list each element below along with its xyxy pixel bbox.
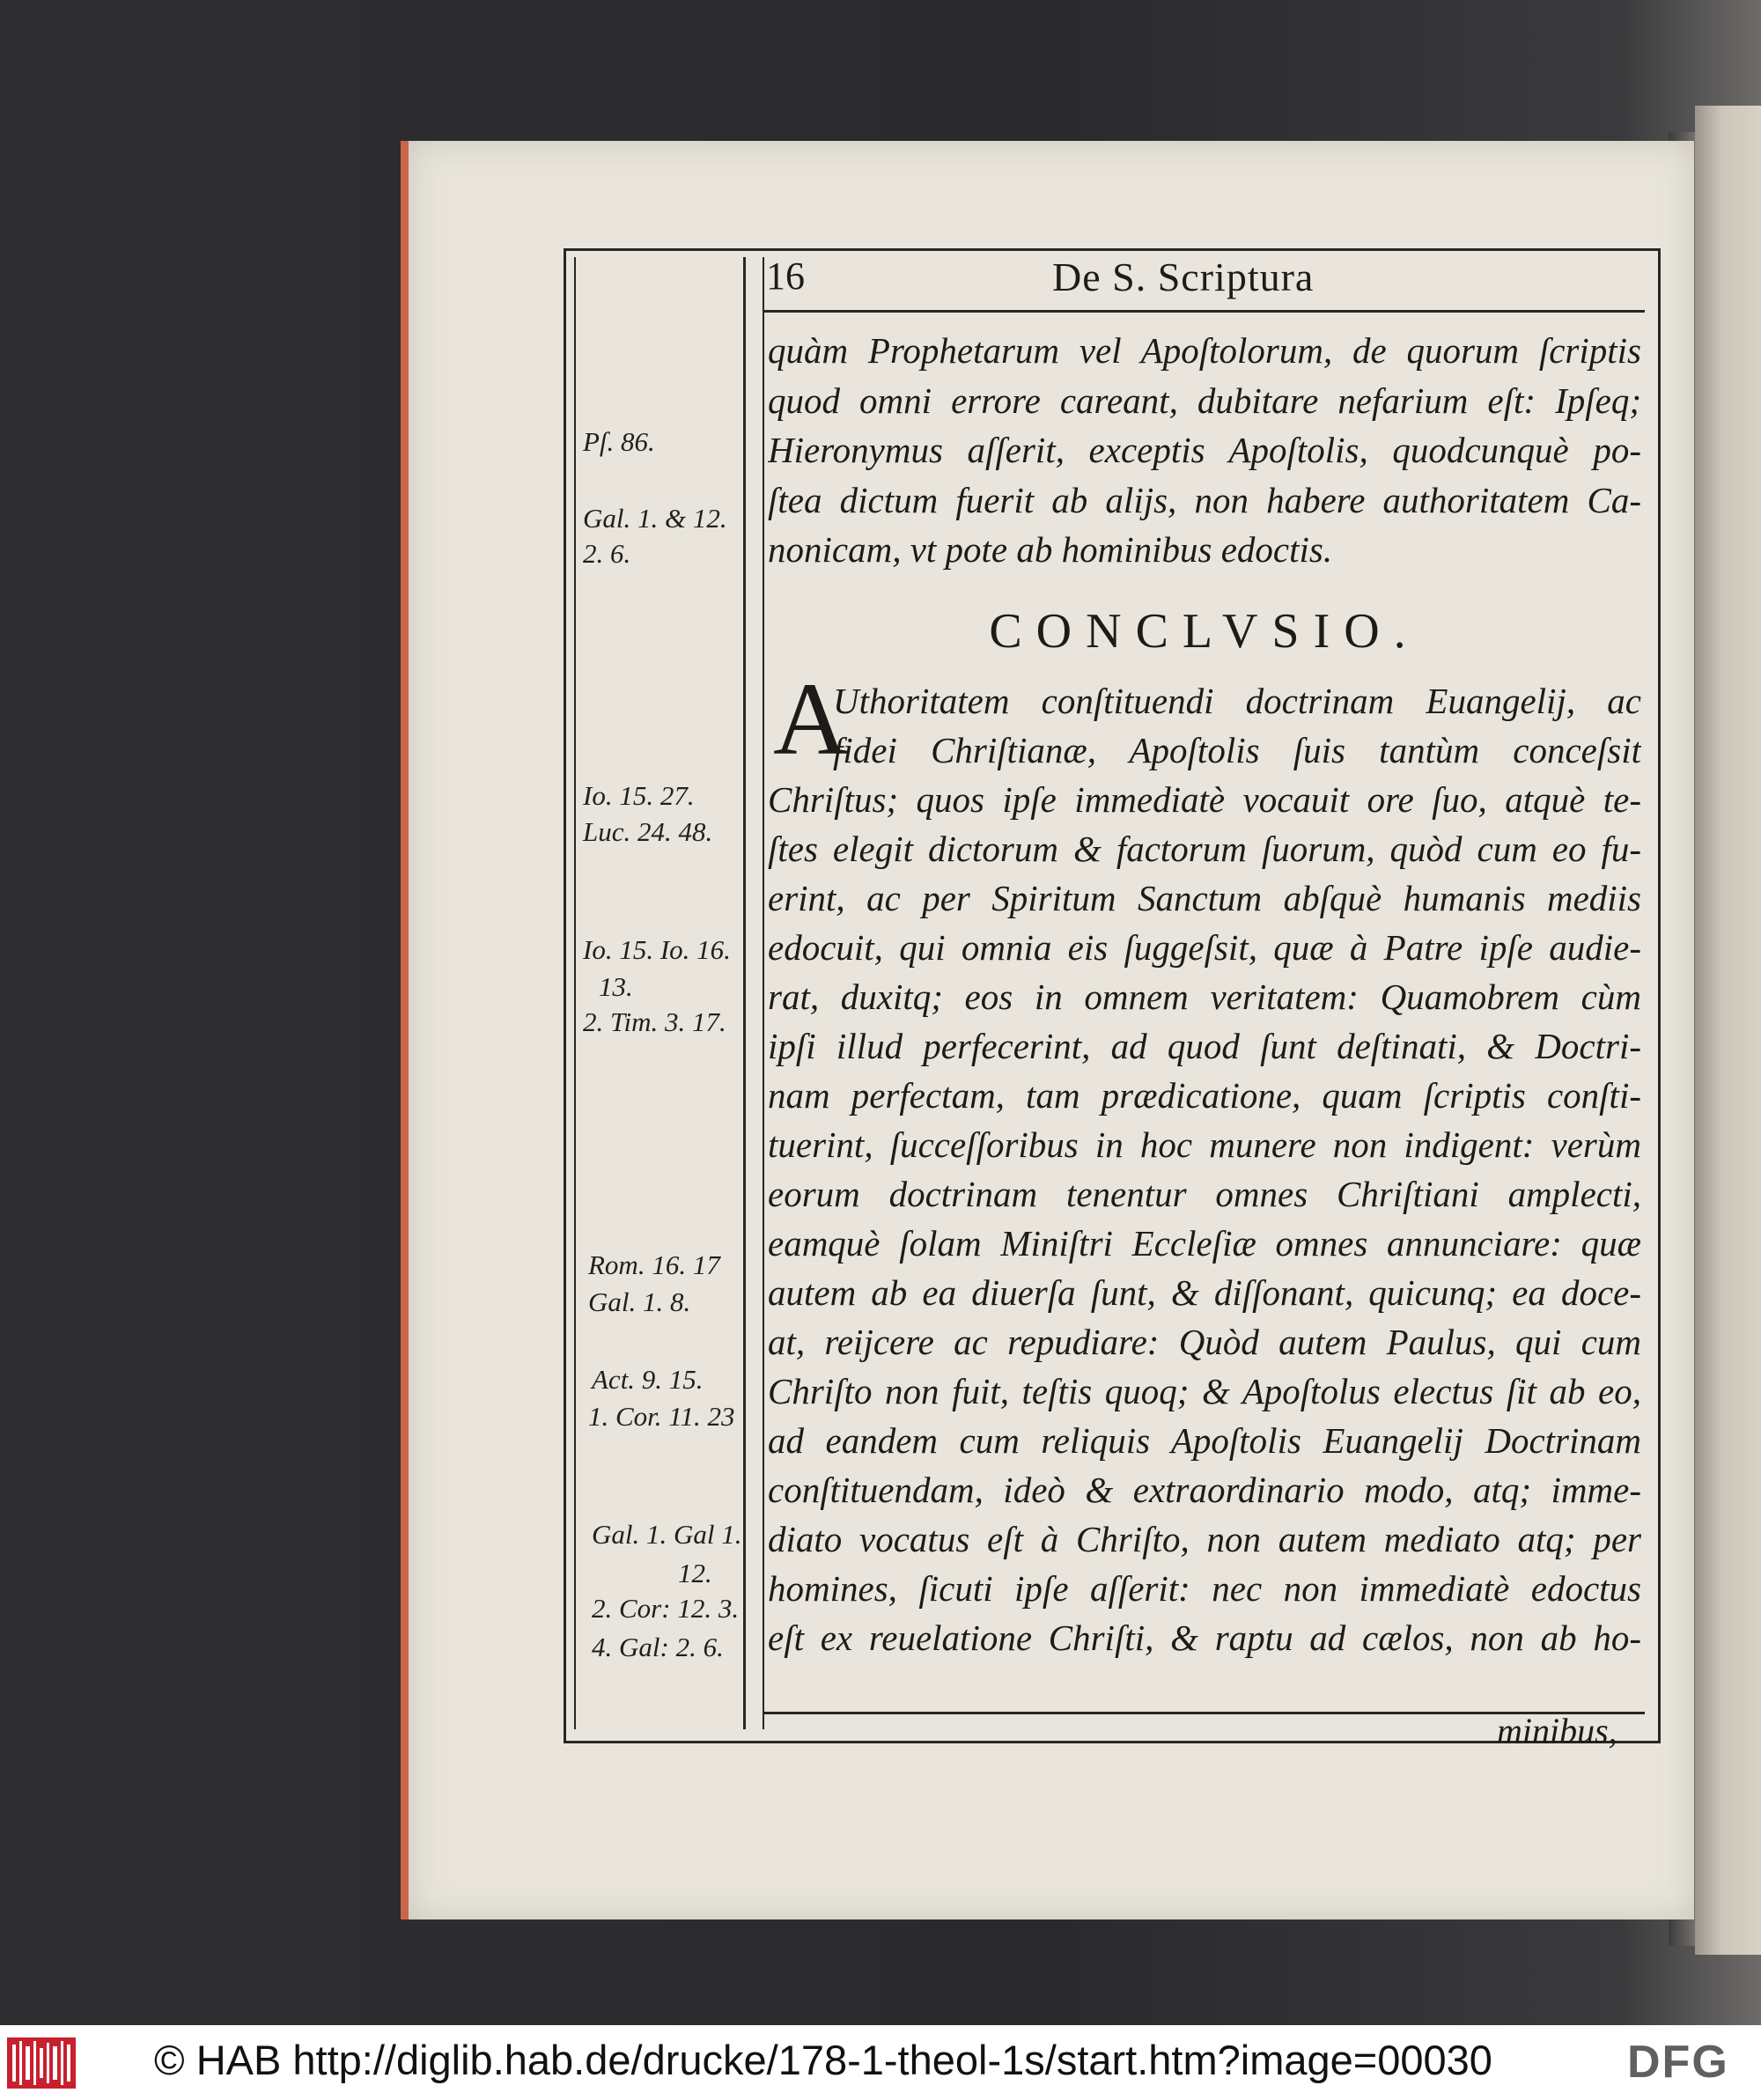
marginal-note: Luc. 24. 48. (583, 816, 713, 847)
text-line: Hieronymus aſſerit, exceptis Apoſtolis, quodcunquè po- (768, 430, 1641, 470)
marginal-note: 2. Tim. 3. 17. (583, 1006, 726, 1037)
marginal-note: Act. 9. 15. (592, 1364, 704, 1395)
text-line: eamquè ſolam Miniſtri Eccleſiæ omnes annunciare: quæ (768, 1223, 1641, 1264)
text-line: quàm Prophetarum vel Apoſtolorum, de quorum ſcriptis (768, 330, 1641, 371)
library-barcode-logo-icon (7, 2037, 76, 2089)
text-line: tuerint, ſucceſſoribus in hoc munere non indigent: verùm (768, 1124, 1641, 1165)
text-line: nam perfectam, tam prædicatione, quam ſcriptis conſti- (768, 1075, 1641, 1116)
marginal-note: Gal. 1. Gal 1. (592, 1519, 742, 1550)
frame-rule-left (574, 257, 576, 1729)
text-line: Uthoritatem conſtituendi doctrinam Euangelij, ac (833, 681, 1641, 721)
text-line: ipſi illud perfecerint, ad quod ſunt deſtinati, & Doctri- (768, 1026, 1641, 1066)
text-line: Chriſtus; quos ipſe immediatè vocauit ore ſuo, atquè te- (768, 779, 1641, 820)
footer-bar (0, 2025, 1761, 2100)
footer-credit-link[interactable]: © HAB http://diglib.hab.de/drucke/178-1-theol-1s/start.htm?image=00030 (154, 2037, 1492, 2083)
marginal-note: 4. Gal: 2. 6. (592, 1632, 724, 1662)
running-head: De S. Scriptura (1052, 254, 1315, 299)
marginal-note: Gal. 1. & 12. (583, 503, 727, 534)
marginal-note: Io. 15. 27. (583, 780, 695, 811)
marginal-note: Gal. 1. 8. (588, 1286, 691, 1317)
margin-column-rule (743, 257, 746, 1729)
text-line: at, reijcere ac repudiare: Quòd autem Paulus, qui cum (768, 1322, 1641, 1362)
marginal-note: 1. Cor. 11. 23 (588, 1401, 735, 1432)
text-line: rat, duxitq; eos in omnem veritatem: Quamobrem cùm (768, 976, 1641, 1017)
text-block-2 (768, 676, 1641, 1662)
text-line: eſt ex reuelatione Chriſti, & raptu ad cælos, non ab ho- (768, 1617, 1641, 1658)
text-line: Chriſto non fuit, teſtis quoq; & Apoſtolus electus ſit ab eo, (768, 1371, 1641, 1411)
text-line: diato vocatus eſt à Chriſto, non autem mediato atq; per (768, 1519, 1641, 1559)
dfg-logo: DFG (1627, 2037, 1729, 2088)
marginal-note: 12. (678, 1558, 712, 1588)
marginal-note: Io. 15. Io. 16. (583, 934, 731, 965)
text-line: edocuit, qui omnia eis ſuggeſsit, quæ à Patre ipſe audie- (768, 927, 1641, 968)
facing-page-edge (1695, 106, 1761, 1955)
page-number: 16 (766, 254, 805, 298)
text-line: erint, ac per Spiritum Sanctum abſquè humanis mediis (768, 878, 1641, 918)
text-line: nonicam, vt pote ab hominibus edoctis. (768, 529, 1333, 570)
text-line: ſtea dictum fuerit ab alijs, non habere authoritatem Ca- (768, 479, 1641, 520)
text-line: quod omni errore careant, dubitare nefarium eſt: Ipſeq; (768, 379, 1641, 421)
text-line: eorum doctrinam tenentur omnes Chriſtiani amplecti, (768, 1174, 1641, 1214)
margin-column-rule-inner (763, 257, 764, 1729)
drop-cap: A (773, 661, 849, 777)
text-line: ſtes elegit dictorum & factorum ſuorum, quòd cum eo fu- (768, 829, 1641, 869)
text-line: autem ab ea diuerſa ſunt, & diſſonant, quicunq; ea doce- (768, 1272, 1641, 1313)
text-block-1 (768, 326, 1641, 575)
marginal-note: 2. Cor: 12. 3. (592, 1593, 740, 1624)
text-line: conſtituendam, ideò & extraordinario modo, atq; imme- (768, 1470, 1641, 1510)
marginal-note: Rom. 16. 17 (588, 1249, 720, 1280)
section-heading: CONCLVSIO. (989, 604, 1420, 659)
text-line: fidei Chriſtianæ, Apoſtolis ſuis tantùm conceſsit (833, 730, 1641, 770)
marginal-note: 13. (599, 971, 633, 1002)
text-line: ad eandem cum reliquis Apoſtolis Euangelij Doctrinam (768, 1420, 1641, 1461)
catchword: minibus, (1497, 1711, 1617, 1750)
header-rule (764, 310, 1645, 313)
marginal-note: Pſ. 86. (583, 426, 655, 457)
marginal-note: 2. 6. (583, 538, 631, 569)
text-line: homines, ſicuti ipſe aſſerit: nec non immediatè edoctus (768, 1568, 1641, 1609)
